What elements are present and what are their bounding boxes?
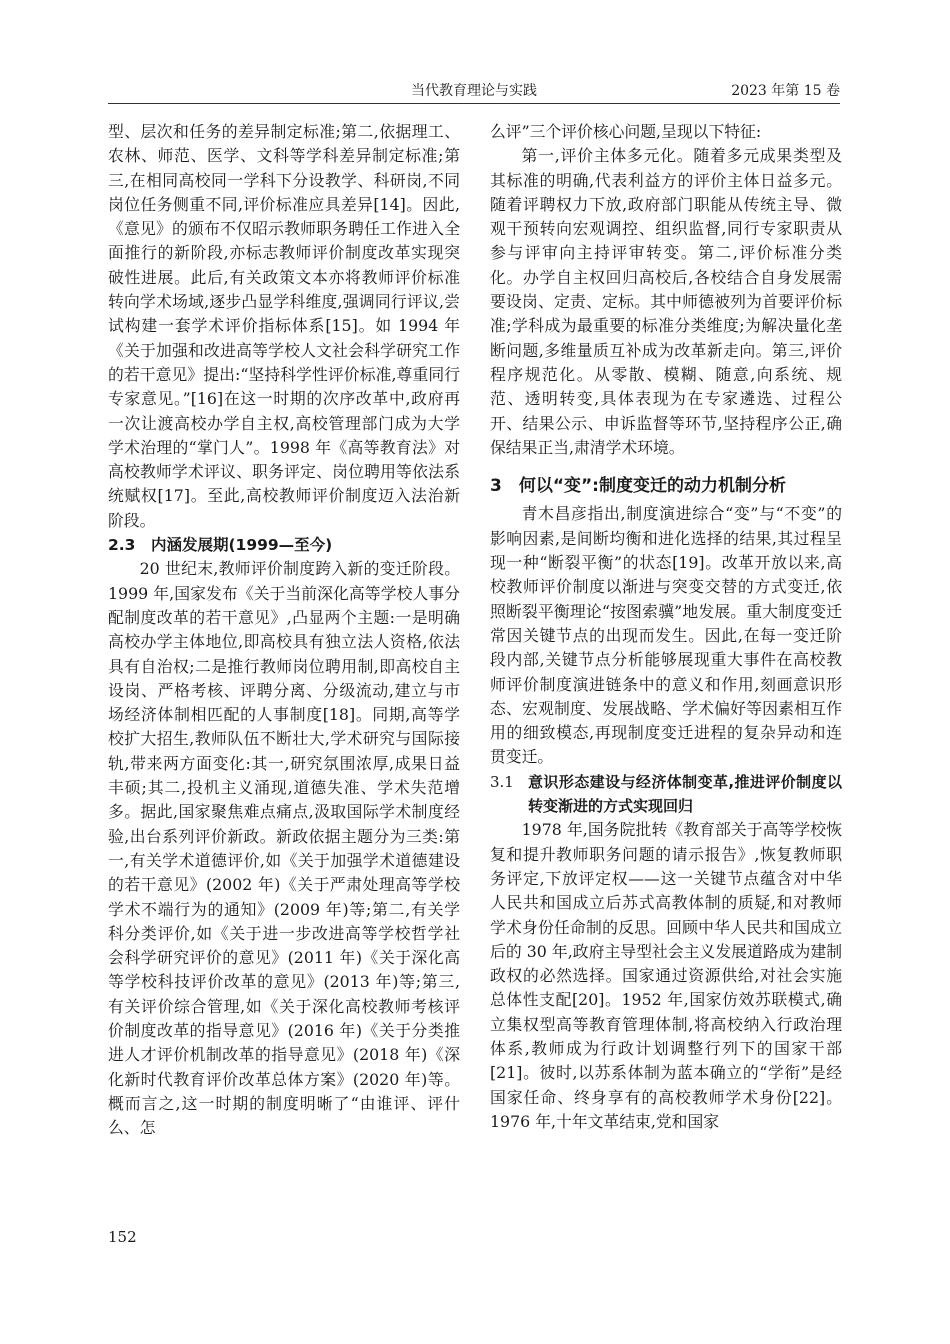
section-heading-3: 3 何以“变”:制度变迁的动力机制分析 [490, 476, 786, 497]
section-title: 意识形态建设与经济体制变革,推进评价制度以转变渐进的方式实现回归 [528, 772, 842, 816]
header-rule [108, 103, 840, 104]
paragraph: 么评”三个评价核心问题,呈现以下特征: [490, 122, 762, 141]
page-number: 152 [108, 1228, 137, 1246]
paragraph: 型、层次和任务的差异制定标准;第二,依据理工、农林、师范、医学、文科等学科差异制定标准;第三,在相同高校同一学科下分设教学、科研岗,不同岗位任务侧重不同,评价标准应具差异[14]。因此,《意见》的颁布不仅昭示教师职务聘任工作进入全面推行的新阶段,亦标志教师评价制度改革实现突破性进展。此后,有关政策文本亦将教师评价标准转向学术场域,逐步凸显学科维度,强调同行评议,尝试构建一套学术评价指标体系[15]。如 1994 年《关于加强和改进高等学校人文社会科学研究工作的若干意见》提出:“坚持科学性评价标准,尊重同行专家意见。”[16]在这一时期的次序改革中,政府再一次让渡高校办学自主权,高校管理部门成为大学学术治理的“掌门人”。1998 年《高等教育法》对高校教师学术评议、职务评定、岗位聘用等依法系统赋权[17]。至此,高校教师评价制度迈入法治新阶段。 [108, 122, 460, 530]
paragraph: 1978 年,国务院批转《教育部关于高等学校恢复和提升教师职务问题的请示报告》,恢复教师职务评定,下放评定权——这一关键节点蕴含对中华人民共和国成立后苏式高教体制的质疑,和对教师学术身份任命制的反思。回顾中华人民共和国成立后的 30 年,政府主导型社会主义发展道路成为建制政权的必然选择。国家通过资源供给,对社会实施总体性支配[20]。1952 年,国家仿效苏联模式,确立集权型高等教育管理体制,将高校纳入行政治理体系,教师成为行政计划调整行列下的国家干部[21]。彼时,以苏系体制为蓝本确立的“学衔”是经国家任命、终身享有的高校教师学术身份[22]。1976 年,十年文革结束,党和国家 [490, 820, 842, 1131]
running-header [108, 80, 840, 104]
paragraph: 20 世纪末,教师评价制度跨入新的变迁阶段。1999 年,国家发布《关于当前深化高等学校人事分配制度改革的若干意见》,凸显两个主题:一是明确高校办学主体地位,即高校具有独立法人资格,依法具有自治权;二是推行教师岗位聘用制,即高校自主设岗、严格考核、评聘分离、分级流动,建立与市场经济体制相匹配的人事制度[18]。同期,高等学校扩大招生,教师队伍不断壮大,学术研究与国际接轨,带来两方面变化:其一,研究氛围浓厚,成果日益丰硕;其二,投机主义涌现,道德失准、学术失范增多。据此,国家聚焦难点痛点,汲取国际学术制度经验,出台系列评价新政。新政依据主题分为三类:第一,有关学术道德评价,如《关于加强学术道德建设的若干意见》(2002 年)《关于严肃处理高等学校学术不端行为的通知》(2009 年)等;第二,有关学科分类评价,如《关于进一步改进高等学校哲学社会科学研究评价的意见》(2011 年)《关于深化高等学校科技评价改革的意见》(2013 年)等;第三,有关评价综合管理,如《关于深化高校教师考核评价制度改革的指导意见》(2016 年)《关于分类推进人才评价机制改革的指导意见》(2018 年)《深化新时代教育评价改革总体方案》(2020 年)等。概而言之,这一时期的制度明晰了“由谁评、评什么、怎 [108, 559, 460, 1138]
journal-volume: 2023 年第 15 卷 [731, 83, 840, 99]
section-number: 3.1 [490, 772, 514, 791]
section-heading-3-1 [490, 770, 842, 819]
right-column [490, 120, 842, 1134]
journal-title: 当代教育理论与实践 [411, 83, 537, 99]
left-column [108, 120, 460, 1140]
paragraph: 第一,评价主体多元化。随着多元成果类型及其标准的明确,代表利益方的评价主体日益多元。随着评聘权力下放,政府部门职能从传统主导、微观干预转向宏观调控、组织监督,同行专家职责从参与评审向主持评审转变。第二,评价标准分类化。办学自主权回归高校后,各校结合自身发展需要设岗、定责、定标。其中师德被列为首要评价标准;学科成为最重要的标准分类维度;为解决量化垄断问题,多维量质互补成为改革新走向。第三,评价程序规范化。从零散、模糊、随意,向系统、规范、透明转变,具体表现为在专家遴选、过程公开、结果公示、申诉监督等环节,坚持程序公正,确保结果正当,肃清学术环境。 [490, 146, 842, 457]
section-heading-2-3: 2.3 内涵发展期(1999—至今) [108, 536, 333, 555]
paragraph: 青木昌彦指出,制度演进综合“变”与“不变”的影响因素,是间断均衡和进化选择的结果,其过程呈现一种“断裂平衡”的状态[19]。改革开放以来,高校教师评价制度以渐进与突变交替的方式变迁,依照断裂平衡理论“按图索骥”地发展。重大制度变迁常因关键节点的出现而发生。因此,在每一变迁阶段内部,关键节点分析能够展现重大事件在高校教师评价制度演进链条中的意义和作用,刻画意识形态、宏观制度、发展战略、学术偏好等因素相互作用的细致模态,再现制度变迁进程的复杂异动和连贯变迁。 [490, 504, 842, 767]
